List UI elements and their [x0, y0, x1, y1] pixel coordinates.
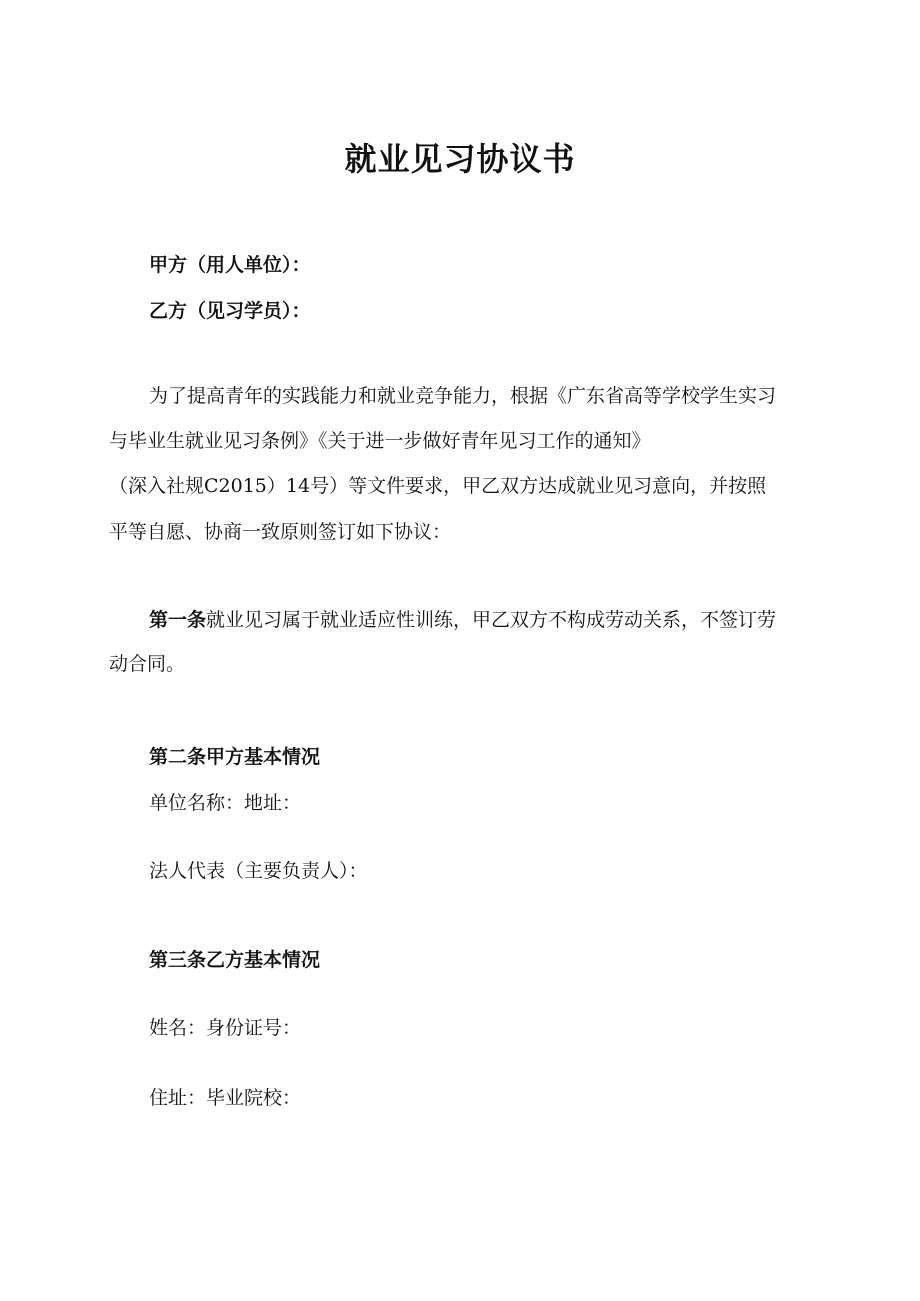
intro-line-4: 平等自愿、协商一致原则签订如下协议：	[109, 521, 452, 543]
intro-line-2: 与毕业生就业见习条例》《关于进一步做好青年见习工作的通知》	[109, 430, 651, 452]
article-2-heading: 第二条甲方基本情况	[149, 746, 321, 768]
address-school-field: 住址：毕业院校：	[149, 1087, 302, 1109]
legal-representative-field: 法人代表（主要负责人）：	[149, 860, 368, 882]
party-a-label: 甲方（用人单位）：	[149, 254, 311, 276]
document-title: 就业见习协议书	[344, 140, 576, 178]
article-1-label: 第一条	[149, 609, 207, 631]
party-b-label: 乙方（见习学员）：	[149, 300, 311, 322]
unit-name-address-field: 单位名称：地址：	[149, 792, 302, 814]
name-id-field: 姓名：身份证号：	[149, 1017, 302, 1039]
article-3-heading: 第三条乙方基本情况	[149, 949, 321, 971]
intro-line-1: 为了提高青年的实践能力和就业竞争能力，根据《广东省高等学校学生实习	[149, 385, 777, 407]
article-1-text-line-1: 就业见习属于就业适应性训练，甲乙双方不构成劳动关系，不签订劳	[206, 609, 777, 631]
intro-line-3: （深入社规C2015）14号）等文件要求，甲乙双方达成就业见习意向，并按照	[109, 475, 767, 497]
article-1-text-line-2: 动合同。	[109, 653, 186, 675]
